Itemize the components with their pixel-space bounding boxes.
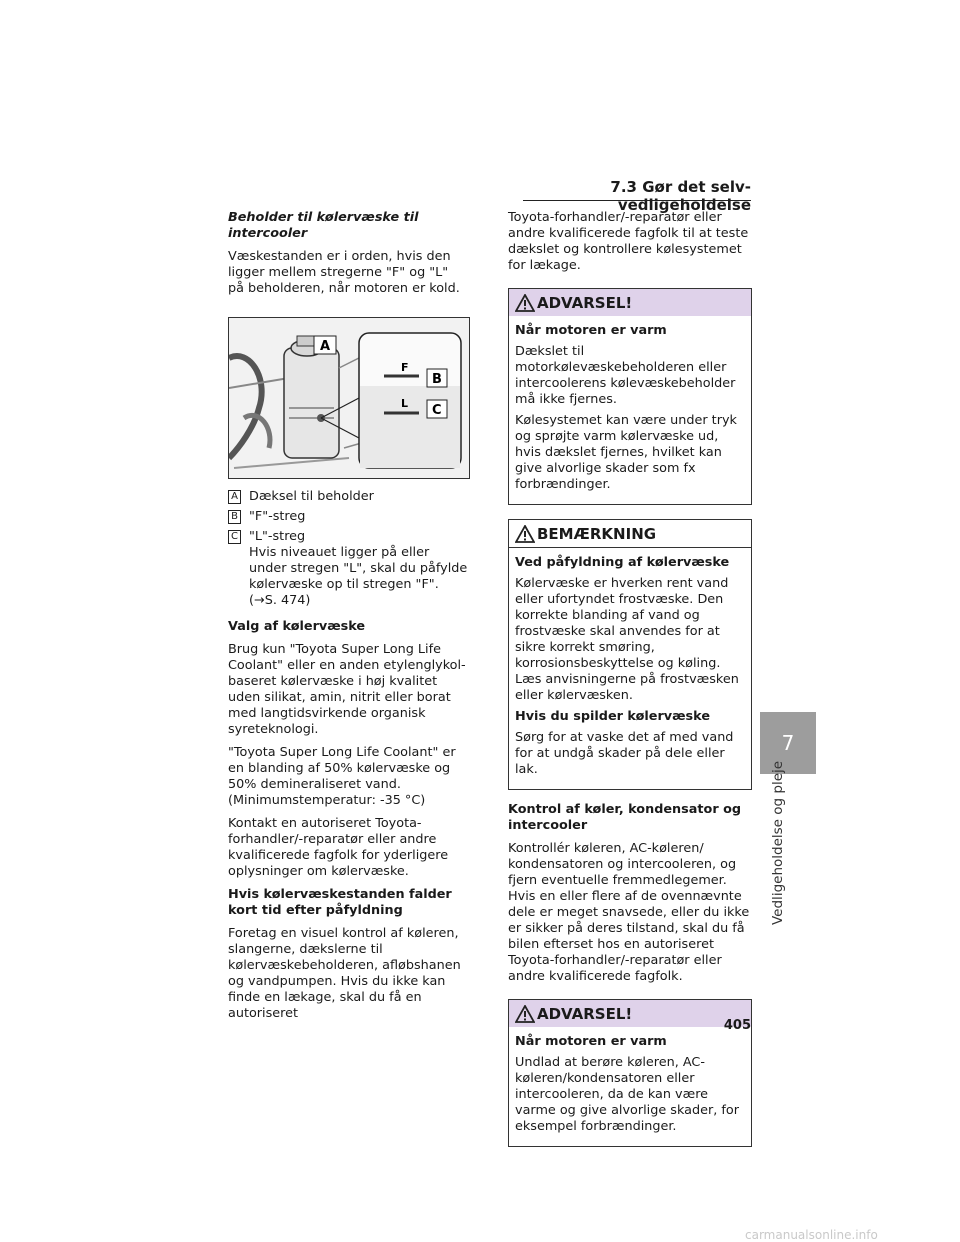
reservoir-figure (228, 317, 470, 479)
left-column (228, 210, 468, 1029)
l-mark: L (401, 397, 409, 410)
warning-box (508, 288, 752, 505)
paragraph-visual-check: Foretag en visuel kontrol af køleren, slangerne, dækslerne til kølervæskebeholderen, afløbshanen og vandpumpen. Hvis du ikke kan finde en lækage, skal du få en autoriseret (228, 926, 461, 1021)
warning-title: ADVARSEL! (537, 294, 633, 312)
notice-text: Kølervæske er hverken rent vand eller ufortyndet frostvæske. Den korrekte blanding af vand og frostvæske skal anvendes for at sikre korrekt smøring, korrosionsbeskyttelse og køling. Læs anvisningerne på frostvæsken eller kølervæsken. (515, 576, 739, 703)
heading-coolant-choice: Valg af kølervæske (228, 619, 366, 634)
paragraph-coolant-mix: "Toyota Super Long Life Coolant" er en blanding af 50% kølervæske og 50% demineraliseret vand. (Minimumstemperatur: -35 °C) (228, 745, 456, 808)
notice-text: Sørg for at vaske det af med vand for at undgå skader på dele eller lak. (515, 730, 734, 777)
legend-letter: A (228, 490, 241, 504)
label-b: B (432, 372, 442, 387)
notice-icon (515, 525, 535, 543)
reservoir-illustration (229, 318, 469, 478)
notice-subheading: Hvis du spilder kølervæske (515, 709, 711, 724)
figure-legend (228, 489, 468, 609)
legend-letter: C (228, 530, 241, 544)
paragraph-contact-dealer: Kontakt en autoriseret Toyota-forhandler/-reparatør eller andre kvalificerede fagfolk for yderligere oplysninger om kølervæske. (228, 816, 449, 879)
watermark: carmanualsonline.info (745, 1228, 878, 1242)
warning-body (509, 1027, 751, 1146)
notice-body (509, 548, 751, 789)
legend-item (228, 529, 468, 609)
paragraph-continued: Toyota-forhandler/-reparatør eller andre kvalificerede fagfolk til at teste dækslet og kontrollere kølesystemet for lækage. (508, 210, 749, 273)
warning-title: ADVARSEL! (537, 1005, 633, 1023)
legend-text: "F"-streg (249, 509, 306, 524)
chapter-tab: 7 (760, 712, 816, 774)
notice-box (508, 519, 752, 790)
chapter-label: Vedligeholdelse og pleje (770, 760, 786, 925)
legend-text: "L"-streg (249, 529, 306, 544)
legend-item (228, 509, 468, 525)
legend-text: Dæksel til beholder (249, 489, 374, 504)
notice-subheading: Ved påfyldning af kølervæske (515, 555, 730, 570)
page-number: 405 (723, 1018, 751, 1033)
legend-item (228, 489, 468, 505)
label-c: C (432, 403, 442, 418)
notice-header (509, 520, 751, 548)
paragraph-coolant-type: Brug kun "Toyota Super Long Life Coolant" eller en anden etylenglykol-baseret kølervæske i høj kvalitet uden silikat, amin, nitrit eller borat med langtidsvirkende organisk syreteknologi. (228, 642, 466, 737)
warning-header (509, 289, 751, 316)
heading-coolant-reservoir: Beholder til kølervæske til intercooler (228, 210, 419, 241)
warning-text: Kølesystemet kan være under tryk og sprøjte varm kølervæske ud, hvis dækslet fjernes, hvilket kan give alvorlige skader som fx forbrændinger. (515, 413, 737, 492)
f-mark: F (401, 361, 409, 374)
warning-icon (515, 1005, 535, 1023)
warning-icon (515, 294, 535, 312)
heading-radiator-check: Kontrol af køler, kondensator og intercooler (508, 802, 742, 833)
paragraph-level: Væskestanden er i orden, hvis den ligger mellem stregerne "F" og "L" på beholderen, når motoren er kold. (228, 249, 460, 296)
right-column (508, 210, 752, 1159)
warning-text: Undlad at berøre køleren, AC-køleren/kondensatoren eller intercooleren, da de kan være varme og give alvorlige skader, for eksempel forbrændinger. (515, 1055, 739, 1134)
notice-title: BEMÆRKNING (537, 525, 657, 543)
warning-body (509, 316, 751, 504)
legend-letter: B (228, 510, 241, 524)
warning-subheading: Når motoren er varm (515, 1034, 667, 1049)
paragraph-radiator-check: Kontrollér køleren, AC-køleren/ kondensatoren og intercooleren, og fjern eventuelle fremmedlegemer. Hvis en eller flere af de ovennævnte dele er meget snavsede, eller du ikke er sikker på deres tilstand, skal du få bilen efterset hos en autoriseret Toyota-forhandler/-reparatør eller andre kvalificerede fagfolk. (508, 841, 750, 984)
warning-text: Dækslet til motorkølevæskebeholderen eller intercoolerens kølevæskebeholder må ikke fjernes. (515, 344, 736, 407)
header-rule (523, 200, 751, 201)
section-title: 7.3 Gør det selv-vedligeholdelse (610, 178, 751, 214)
warning-subheading: Når motoren er varm (515, 323, 667, 338)
legend-extra: Hvis niveauet ligger på eller under stregen "L", skal du påfylde kølervæske op til stregen "F". (→S. 474) (249, 545, 468, 608)
label-a: A (320, 339, 331, 354)
heading-level-drop: Hvis kølervæskestanden falder kort tid efter påfyldning (228, 887, 452, 918)
